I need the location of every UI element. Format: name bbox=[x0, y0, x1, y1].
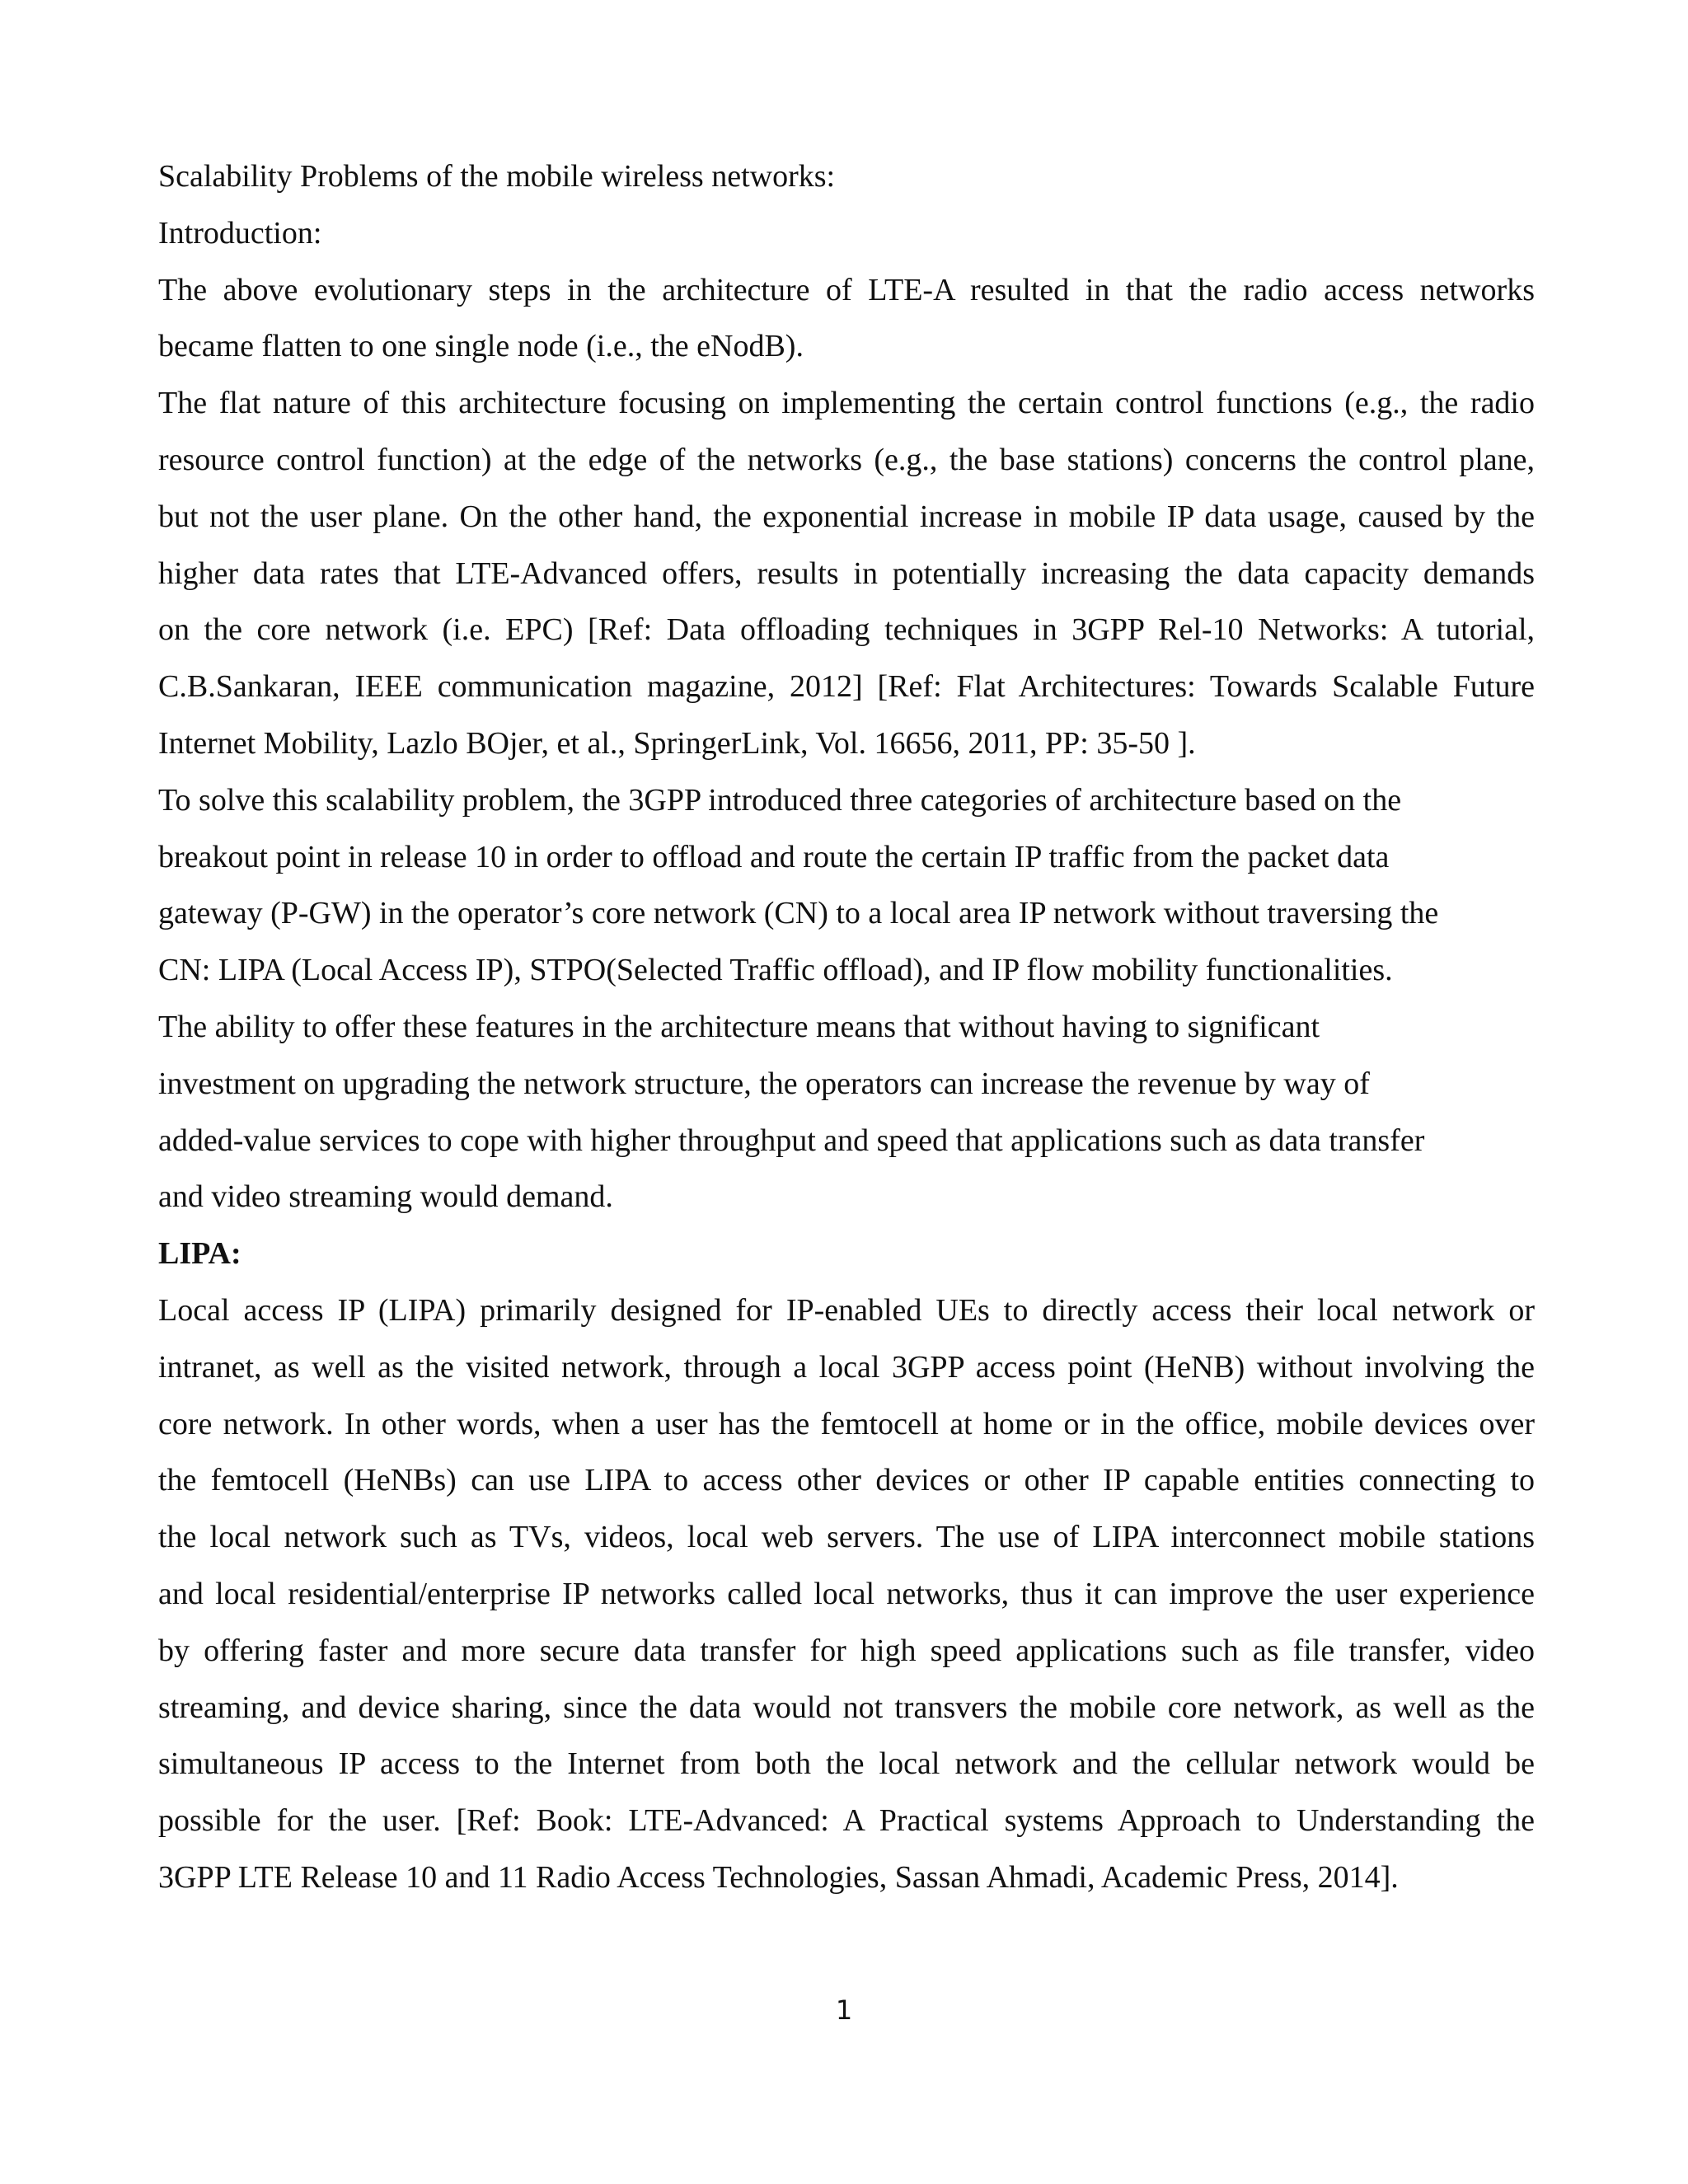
text-line: core network. In other words, when a user has the femtocell at home or in the office, mobile devices over bbox=[158, 1406, 1535, 1441]
text-line: Scalability Problems of the mobile wireless networks: bbox=[158, 159, 836, 194]
text-line: gateway (P-GW) in the operator’s core network (CN) to a local area IP network without traversing the bbox=[158, 896, 1439, 931]
text-line: 3GPP LTE Release 10 and 11 Radio Access Technologies, Sassan Ahmadi, Academic Press, 2014]. bbox=[158, 1859, 1399, 1895]
text-line: streaming, and device sharing, since the data would not transvers the mobile core network, as well as the bbox=[158, 1690, 1535, 1725]
text-line: the femtocell (HeNBs) can use LIPA to access other devices or other IP capable entities connecting to bbox=[158, 1463, 1535, 1498]
text-line: and local residential/enterprise IP networks called local networks, thus it can improve the user experience bbox=[158, 1576, 1535, 1611]
text-line: on the core network (i.e. EPC) [Ref: Data offloading techniques in 3GPP Rel-10 Networks: A tutorial, bbox=[158, 612, 1535, 648]
text-line: The above evolutionary steps in the architecture of LTE-A resulted in that the radio access networks bbox=[158, 272, 1535, 307]
body-text bbox=[158, 148, 1535, 1906]
text-line: To solve this scalability problem, the 3GPP introduced three categories of architecture based on the bbox=[158, 782, 1402, 818]
text-line: simultaneous IP access to the Internet from both the local network and the cellular network would be bbox=[158, 1746, 1535, 1782]
section-heading: LIPA: bbox=[158, 1236, 241, 1272]
text-line: breakout point in release 10 in order to offload and route the certain IP traffic from the packet data bbox=[158, 839, 1390, 874]
text-line: investment on upgrading the network structure, the operators can increase the revenue by way of bbox=[158, 1066, 1370, 1101]
text-line: The flat nature of this architecture focusing on implementing the certain control functions (e.g., the radio bbox=[158, 386, 1535, 421]
text-line: The ability to offer these features in the architecture means that without having to significant bbox=[158, 1009, 1320, 1044]
text-line: intranet, as well as the visited network, through a local 3GPP access point (HeNB) without involving the bbox=[158, 1349, 1535, 1385]
text-line: CN: LIPA (Local Access IP), STPO(Selected Traffic offload), and IP flow mobility functionalities. bbox=[158, 953, 1393, 988]
text-line: Introduction: bbox=[158, 215, 322, 251]
text-line: resource control function) at the edge of the networks (e.g., the base stations) concerns the control plane, bbox=[158, 442, 1535, 477]
text-line: the local network such as TVs, videos, local web servers. The use of LIPA interconnect mobile stations bbox=[158, 1520, 1535, 1555]
text-line: C.B.Sankaran, IEEE communication magazine, 2012] [Ref: Flat Architectures: Towards Scalable Future bbox=[158, 669, 1535, 705]
text-line: added-value services to cope with higher throughput and speed that applications such as data transfer bbox=[158, 1122, 1425, 1158]
text-line: Local access IP (LIPA) primarily designed for IP-enabled UEs to directly access their local network or bbox=[158, 1292, 1535, 1328]
page-number: 1 bbox=[835, 1994, 853, 2026]
text-line: and video streaming would demand. bbox=[158, 1179, 613, 1215]
text-line: higher data rates that LTE-Advanced offers, results in potentially increasing the data capacity demands bbox=[158, 555, 1535, 591]
text-line: but not the user plane. On the other hand, the exponential increase in mobile IP data usage, caused by the bbox=[158, 499, 1535, 534]
text-line: possible for the user. [Ref: Book: LTE-Advanced: A Practical systems Approach to Understanding the bbox=[158, 1803, 1535, 1839]
text-line: became flatten to one single node (i.e., the eNodB). bbox=[158, 329, 804, 364]
text-line: by offering faster and more secure data transfer for high speed applications such as file transfer, video bbox=[158, 1633, 1535, 1668]
text-line: Internet Mobility, Lazlo BOjer, et al., SpringerLink, Vol. 16656, 2011, PP: 35-50 ]. bbox=[158, 725, 1196, 761]
